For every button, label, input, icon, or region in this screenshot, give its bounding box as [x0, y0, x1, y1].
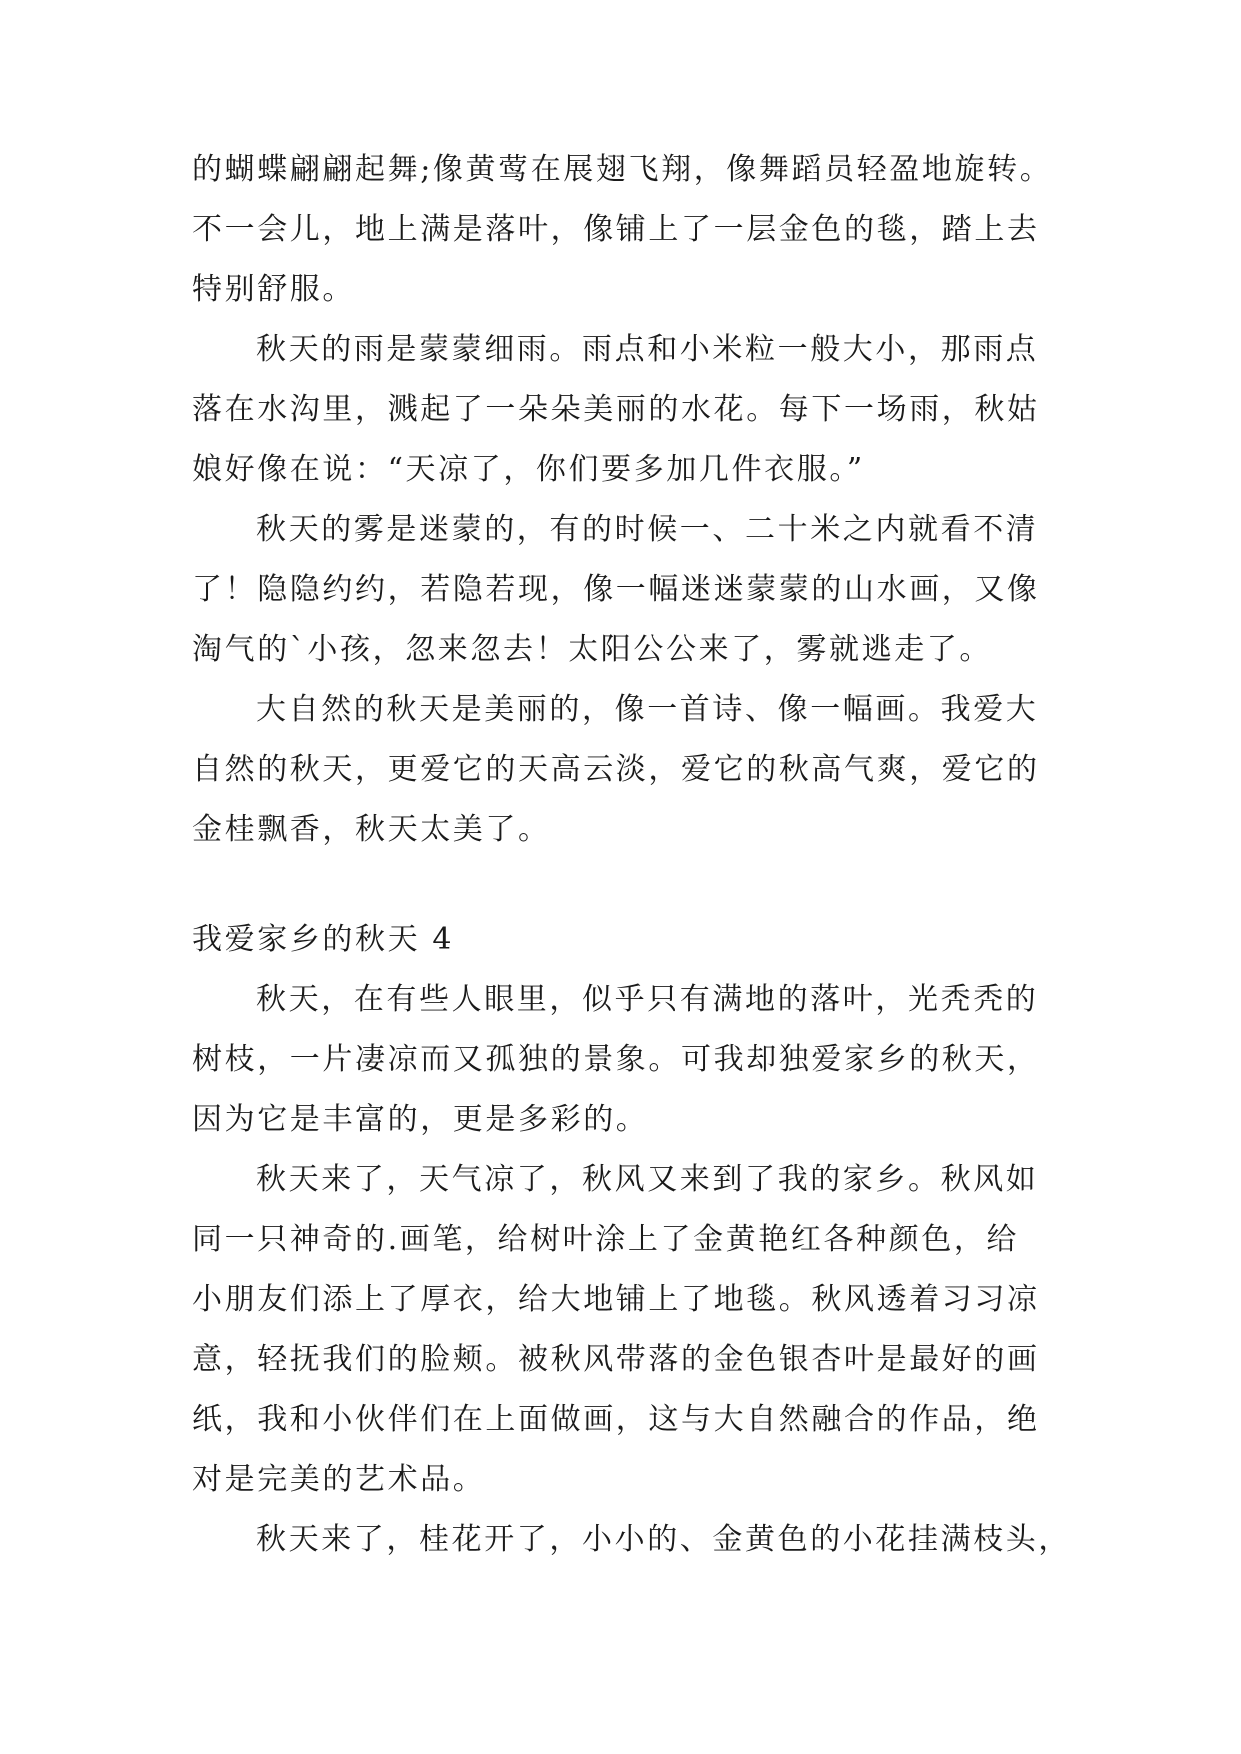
paragraph-first-line: 秋天的雾是迷蒙的，有的时候一、二十米之内就看不清	[256, 512, 1039, 547]
paragraph-first-line: 秋天来了，桂花开了，小小的、金黄色的小花挂满枝头，	[256, 1522, 1071, 1557]
text-line: 金桂飘香，秋天太美了。	[192, 812, 551, 847]
paragraph-first-line: 大自然的秋天是美丽的，像一首诗、像一幅画。我爱大	[256, 692, 1039, 727]
text-line: 自然的秋天，更爱它的天高云淡，爱它的秋高气爽，爱它的	[192, 752, 1040, 787]
text-line: 树枝，一片凄凉而又孤独的景象。可我却独爱家乡的秋天，	[192, 1042, 1040, 1077]
text-line: 同一只神奇的.画笔，给树叶涂上了金黄艳红各种颜色，给	[192, 1222, 1020, 1257]
text-line: 的蝴蝶翩翩起舞;像黄莺在展翅飞翔，像舞蹈员轻盈地旋转。	[192, 152, 1053, 187]
text-line: 因为它是丰富的，更是多彩的。	[192, 1102, 649, 1137]
text-line: 娘好像在说：“天凉了，你们要多加几件衣服。”	[192, 452, 865, 487]
text-line: 淘气的`小孩，忽来忽去！太阳公公来了，雾就逃走了。	[192, 632, 992, 667]
text-line: 落在水沟里，溅起了一朵朵美丽的水花。每下一场雨，秋姑	[192, 392, 1040, 427]
text-line: 纸，我和小伙伴们在上面做画，这与大自然融合的作品，绝	[192, 1402, 1040, 1437]
section-heading: 我爱家乡的秋天 4	[192, 922, 455, 957]
text-line: 特别舒服。	[192, 272, 355, 307]
paragraph-first-line: 秋天，在有些人眼里，似乎只有满地的落叶，光秃秃的	[256, 982, 1039, 1017]
text-line: 对是完美的艺术品。	[192, 1462, 486, 1497]
text-line: 小朋友们添上了厚衣，给大地铺上了地毯。秋风透着习习凉	[192, 1282, 1040, 1317]
text-line: 了！隐隐约约，若隐若现，像一幅迷迷蒙蒙的山水画，又像	[192, 572, 1040, 607]
text-line: 不一会儿，地上满是落叶，像铺上了一层金色的毯，踏上去	[192, 212, 1040, 247]
text-line: 意，轻抚我们的脸颊。被秋风带落的金色银杏叶是最好的画	[192, 1342, 1040, 1377]
paragraph-first-line: 秋天的雨是蒙蒙细雨。雨点和小米粒一般大小，那雨点	[256, 332, 1039, 367]
paragraph-first-line: 秋天来了，天气凉了，秋风又来到了我的家乡。秋风如	[256, 1162, 1039, 1197]
